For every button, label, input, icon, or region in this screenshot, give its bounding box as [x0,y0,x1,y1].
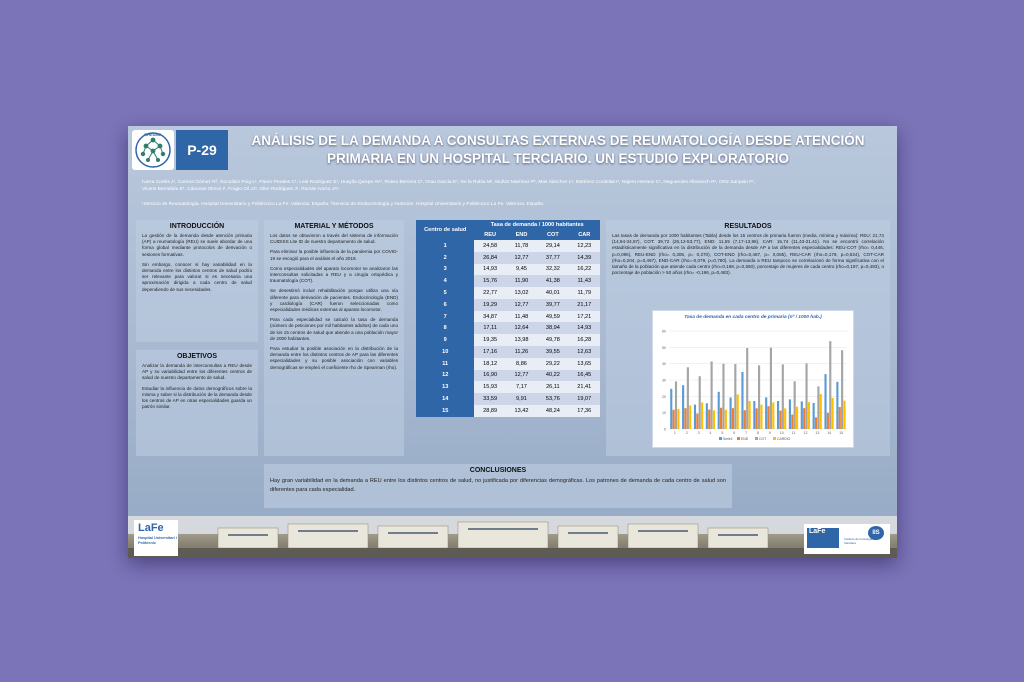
table-cell-value: 13,02 [506,287,537,299]
table-row [416,264,600,276]
conclusions-heading: CONCLUSIONES [469,467,527,474]
methods-heading: MATERIAL Y MÉTODOS [294,223,374,230]
conclusions-text: Hay gran variabilidad en la demanda a REU entre los distintos centros de salud, no justificada por diferencias demográficas. Los patrones de demanda de cada centro de salud son diferentes para cada especialidad. [270,478,726,493]
legend-swatch [737,437,740,440]
table-cell-center: 14 [416,393,474,405]
table-row [416,334,600,346]
iis-logo: IIS [868,526,884,540]
bar-serie1 [836,382,838,429]
bar-cot [841,350,843,429]
table-cell-value: 38,94 [537,322,568,334]
bar-end [815,417,817,429]
authors [142,179,882,193]
table-cell-value: 13,65 [569,358,600,370]
legend-label: CARDIO [777,437,791,441]
x-tick-label: 15 [839,431,844,435]
table-cell-value: 12,23 [569,240,600,252]
y-tick-label: 10 [662,411,666,416]
table-cell-value: 39,55 [537,346,568,358]
legend-label: Serie1 [723,437,733,441]
bar-cardio [784,408,786,429]
table-cell-value: 34,87 [474,311,505,323]
bar-cot [734,364,736,429]
table-row [416,240,600,252]
bar-serie1 [765,397,767,429]
bar-serie1 [730,397,732,429]
table-cell-value: 16,90 [474,370,505,382]
x-tick-label: 4 [709,431,712,435]
x-tick-label: 14 [827,431,832,435]
bar-end [696,414,698,429]
table-header-cot: COT [537,230,568,240]
table-cell-value: 9,91 [506,393,537,405]
poster-title [238,132,878,168]
table-cell-value: 18,12 [474,358,505,370]
table-cell-value: 16,28 [569,334,600,346]
table-cell-value: 40,01 [537,287,568,299]
table-cell-value: 48,24 [537,405,568,417]
bar-serie1 [789,399,791,429]
table-row [416,299,600,311]
bar-cot [782,364,784,429]
table-cell-value: 22,77 [474,287,505,299]
introduction-section [136,220,258,342]
table-cell-value: 24,58 [474,240,505,252]
table-cell-value: 26,11 [537,381,568,393]
la-fe-mini-logo [807,528,839,548]
bar-serie1 [777,401,779,429]
title-line-2: PRIMARIA EN UN HOSPITAL TERCIARIO. UN ESTUDIO EXPLORATORIO [326,151,790,166]
table-cell-value: 11,90 [506,275,537,287]
legend-label: COT [759,437,767,441]
x-tick-label: 12 [803,431,808,435]
x-tick-label: 9 [768,431,771,435]
objectives-paragraph: Estudiar la influencia de datos demográficos sobre la misma y saber si la distribución de la demanda desde los centros de AP en otras especialidades guarda un patrón similar. [142,385,252,410]
bar-serie1 [753,401,755,429]
bar-serie1 [694,405,696,429]
bar-end [720,408,722,429]
legend-swatch [755,437,758,440]
bar-cot [805,363,807,429]
conclusions-section [264,464,732,508]
results-heading: RESULTADOS [724,223,772,230]
methods-paragraph: Para eliminar la posible influencia de la pandemia por COVID-19 se escogió para el análisis el año 2019. [270,249,398,261]
table-row [416,311,600,323]
bar-cardio [820,394,822,429]
table-cell-value: 29,22 [537,358,568,370]
chart-svg [653,311,853,447]
bar-cot [699,376,701,429]
bar-end [708,410,710,429]
table-header-end: END [506,230,537,240]
table-cell-value: 16,22 [569,264,600,276]
rheuma-logo [132,130,174,170]
bar-end [827,413,829,429]
table-cell-value: 14,39 [569,252,600,264]
table-cell-center: 10 [416,346,474,358]
table-cell-value: 17,11 [474,322,505,334]
bar-serie1 [741,372,743,429]
table-cell-value: 49,59 [537,311,568,323]
table-cell-center: 15 [416,405,474,417]
bar-serie1 [824,374,826,429]
table-cell-value: 26,84 [474,252,505,264]
table-row [416,358,600,370]
logo-label: RHEUMA [144,132,162,137]
table-row [416,275,600,287]
bar-serie1 [682,385,684,429]
bar-cot [722,364,724,429]
table-cell-value: 14,93 [474,264,505,276]
bar-cardio [737,394,739,429]
la-fe-logo-name: LaFe [138,522,164,534]
bar-cardio [677,409,679,429]
bar-cardio [760,405,762,429]
demand-table [416,220,600,417]
bar-serie1 [718,392,720,429]
y-tick-label: 50 [662,345,666,350]
table-cell-value: 19,29 [474,299,505,311]
bar-cot [758,365,760,429]
table-row [416,393,600,405]
bar-end [767,406,769,429]
bar-end [756,408,758,429]
bar-end [803,408,805,429]
table-cell-value: 49,78 [537,334,568,346]
bar-cardio [725,410,727,429]
table-header-group: Tasa de demanda / 1000 habitantes [474,220,600,230]
table-cell-value: 19,07 [569,393,600,405]
objectives-section [136,350,258,456]
table-cell-center: 5 [416,287,474,299]
la-fe-mini-name: LaFe [809,528,826,535]
bar-cot [711,361,713,429]
bar-end [673,410,675,429]
table-cell-value: 7,17 [506,381,537,393]
table-cell-value: 21,41 [569,381,600,393]
la-fe-logo-subtitle: Hospital Universitari i Politècnic [138,536,178,545]
table-cell-center: 13 [416,381,474,393]
table-cell-value: 41,38 [537,275,568,287]
legend-label: END [741,437,749,441]
title-line-1: ANÁLISIS DE LA DEMANDA A CONSULTAS EXTERNAS DE REUMATOLOGÍA DESDE ATENCIÓN [251,133,865,148]
table-cell-value: 28,89 [474,405,505,417]
table-cell-center: 4 [416,275,474,287]
bar-cardio [808,402,810,429]
methods-section [264,220,404,456]
objectives-paragraph: Analizar la demanda de interconsultas a REU desde AP y su variabilidad entre los diferentes centros de salud de nuestro departamento de salud. [142,363,252,381]
table-cell-center: 2 [416,252,474,264]
chart-title: Tasa de demanda en cada centro de primaria (nº / 1000 hab.) [684,315,822,320]
table-cell-value: 39,77 [537,299,568,311]
table-cell-value: 9,45 [506,264,537,276]
table-row [416,405,600,417]
bar-cardio [832,398,834,429]
bar-cot [829,341,831,429]
x-tick-label: 6 [733,431,736,435]
table-cell-value: 11,78 [506,240,537,252]
methods-paragraph: Para cada especialidad se calculó la tasa de demanda (número de peticiones por mil habitantes adultos) de cada uno de los 15 centros de salud que atiende a una población mayor de 2000 habitantes. [270,317,398,341]
authors-line-1: Ivorra Cortés J¹, Carrara Gómez R², González Puig L¹, Pávez Perales C¹, Leal Rodríguez S¹, Huaylla Quispe AV¹, Rosso Bercera C¹, Grau García E¹, De la Rubia M¹, Muñoz Martínez P¹, Mas Sánchez L¹, Martínez Cordellat I¹, Nájera Herranz C¹, Negueroles Albuixech R¹, Ortiz Sanjuán F¹, [142,180,756,185]
bar-cardio [772,402,774,429]
table-cell-value: 15,93 [474,381,505,393]
table-cell-value: 53,76 [537,393,568,405]
table-cell-center: 3 [416,264,474,276]
table-cell-center: 12 [416,370,474,382]
bar-serie1 [813,403,815,429]
x-tick-label: 10 [779,431,784,435]
authors-line-2: Vicens Bernabéu E¹, Cánovas Olmos I¹, Fragio Gil JJ¹, Oller Rodríguez J¹, Román Ivorra JA¹. [142,187,340,192]
demand-chart [652,310,854,448]
introduction-paragraph: Sin embargo, conocer si hay variabilidad en la demanda entre los distintos centros de salud podría ser relevante para valorar si es necesaria una aproximación dirigida a cada centro de salud dependiendo de sus necesidades. [142,261,252,292]
table-row [416,287,600,299]
table-cell-value: 17,36 [569,405,600,417]
y-tick-label: 40 [662,362,666,367]
table-cell-value: 37,77 [537,252,568,264]
table-cell-value: 21,17 [569,299,600,311]
affiliations: ¹Servicio de Reumatología. Hospital Universitario y Politécnico La Fe. Valencia. España. ²Servicio de Endocrinología y Nutrición. Hospital Universitario y Politécnico La Fe. Valencia. España. [142,202,545,207]
table-cell-center: 6 [416,299,474,311]
bar-cardio [713,410,715,429]
bar-end [732,408,734,429]
legend-swatch [719,437,722,440]
x-tick-label: 7 [745,431,748,435]
methods-paragraph: Los datos se obtuvieron a través del sistema de información CUIDISS Lite ID de nuestro departamento de salud. [270,233,398,245]
hospital-skyline-image [128,516,897,558]
bar-cardio [749,401,751,429]
table-cell-value: 14,93 [569,322,600,334]
bar-end [744,410,746,429]
bar-cardio [689,405,691,429]
table-cell-value: 12,77 [506,370,537,382]
bar-cardio [701,403,703,429]
table-cell-value: 11,48 [506,311,537,323]
institution-logos [804,524,890,554]
x-tick-label: 13 [815,431,820,435]
table-cell-value: 8,86 [506,358,537,370]
table-cell-center: 7 [416,311,474,323]
x-tick-label: 2 [685,431,688,435]
table-cell-value: 13,42 [506,405,537,417]
table-cell-value: 12,77 [506,299,537,311]
table-cell-value: 15,76 [474,275,505,287]
y-tick-label: 30 [662,378,666,383]
bar-end [791,415,793,429]
objectives-heading: OBJETIVOS [176,353,218,360]
methods-paragraph: Para estudiar la posible asociación en la distribución de la demanda entre los distintos centros de AP para las diferentes especialidades y su posible asociación con variables demográficas se empleó el coeficiente rho de Spearman (rho). [270,346,398,370]
bar-serie1 [801,401,803,429]
x-tick-label: 1 [673,431,676,435]
bar-cot [687,367,689,429]
table-cell-value: 12,77 [506,252,537,264]
poster-number: P-29 [176,130,228,170]
table-body [416,240,600,417]
introduction-paragraph: La gestión de la demanda desde atención primaria (AP) a reumatología (REU) se suele abordar de una forma global mediante protocolos de derivación o sesiones formativas. [142,233,252,257]
y-tick-label: 60 [662,329,666,334]
results-paragraph: Las tasas de demanda por 1000 habitantes (Tabla) desde los 15 centros de primaria fueron (media, mínima y máxima): REU: 21,74 (14,94-34,87), COT: 39,72 (26,12-53,77), END: 11,55 (7,17-13,98), CAR: 15,74 (11,43-21,41). No se encontró correlación estadísticamente significativa en la distribución de la demanda desde AP a las diferentes especialidades: REU-COT (rho= 0,446, p=0,095), REU-END (rho= 0,305, p= 0,270), COT-END (rho=0,487, p= 0,065), REU-CAR (rho=0,179, p=0,524), COT-CAR (rho=0,204, p=0,467), END-CAR (rho=-0,079, p=0,780). La demanda a REU tampoco se correlacionó de forma significativa con el tamaño de la población que atiende cada centro (rho=0,168, p=0,550), porcentaje de mujeres de cada centro (rho=0,197, p=0,483), o porcentaje de población > 50 años (rho= -0,196, p=0,483). [612,233,884,276]
bar-serie1 [706,403,708,429]
y-tick-label: 20 [662,394,666,399]
table-row [416,381,600,393]
table-cell-center: 1 [416,240,474,252]
bar-end [839,407,841,429]
methods-paragraph: Se desestimó incluir rehabilitación porque utiliza una vía diferente para derivación de pacientes. Endocrinología (END) y cardiología (CAR) fueron seleccionadas como especialidades médicas externas al aparato locomotor. [270,288,398,313]
table-cell-center: 11 [416,358,474,370]
poster [128,126,897,558]
methods-paragraph: Como especialidades del aparato locomotor se analizaron las interconsultas solicitadas a REU y a cirugía ortopédica y traumatología (COT). [270,265,398,284]
table-cell-value: 11,26 [506,346,537,358]
table-cell-center: 8 [416,322,474,334]
x-tick-label: 11 [791,431,796,435]
bar-serie1 [670,389,672,429]
table-cell-value: 29,14 [537,240,568,252]
bar-cot [746,348,748,429]
bar-cot [770,348,772,429]
table-cell-value: 12,63 [569,346,600,358]
x-tick-label: 8 [757,431,759,435]
table-cell-value: 19,35 [474,334,505,346]
iis-logo-text: Instituto de Investigación Sanitaria [844,537,878,545]
table-cell-value: 11,43 [569,275,600,287]
table-cell-value: 40,22 [537,370,568,382]
table-cell-value: 11,79 [569,287,600,299]
table-cell-value: 16,45 [569,370,600,382]
table-row [416,252,600,264]
x-tick-label: 3 [697,431,700,435]
table-cell-value: 33,59 [474,393,505,405]
bar-cot [817,386,819,429]
table-header-center: Centro de salud [416,220,474,240]
table-cell-value: 17,21 [569,311,600,323]
table-cell-value: 13,98 [506,334,537,346]
table-cell-value: 12,64 [506,322,537,334]
introduction-heading: INTRODUCCIÓN [169,223,225,230]
bar-end [779,411,781,429]
legend-swatch [773,437,776,440]
x-tick-label: 5 [721,431,724,435]
bar-end [684,408,686,429]
table-cell-value: 32,32 [537,264,568,276]
y-tick-label: 0 [664,427,666,432]
bar-cardio [796,407,798,429]
table-header-reu: REU [474,230,505,240]
la-fe-logo [134,520,178,556]
bar-cot [675,381,677,429]
table-row [416,322,600,334]
table-header-car: CAR [569,230,600,240]
table-cell-center: 9 [416,334,474,346]
bar-cardio [843,401,845,429]
table-cell-value: 17,16 [474,346,505,358]
bar-cot [794,381,796,429]
table-row [416,346,600,358]
table-row [416,370,600,382]
